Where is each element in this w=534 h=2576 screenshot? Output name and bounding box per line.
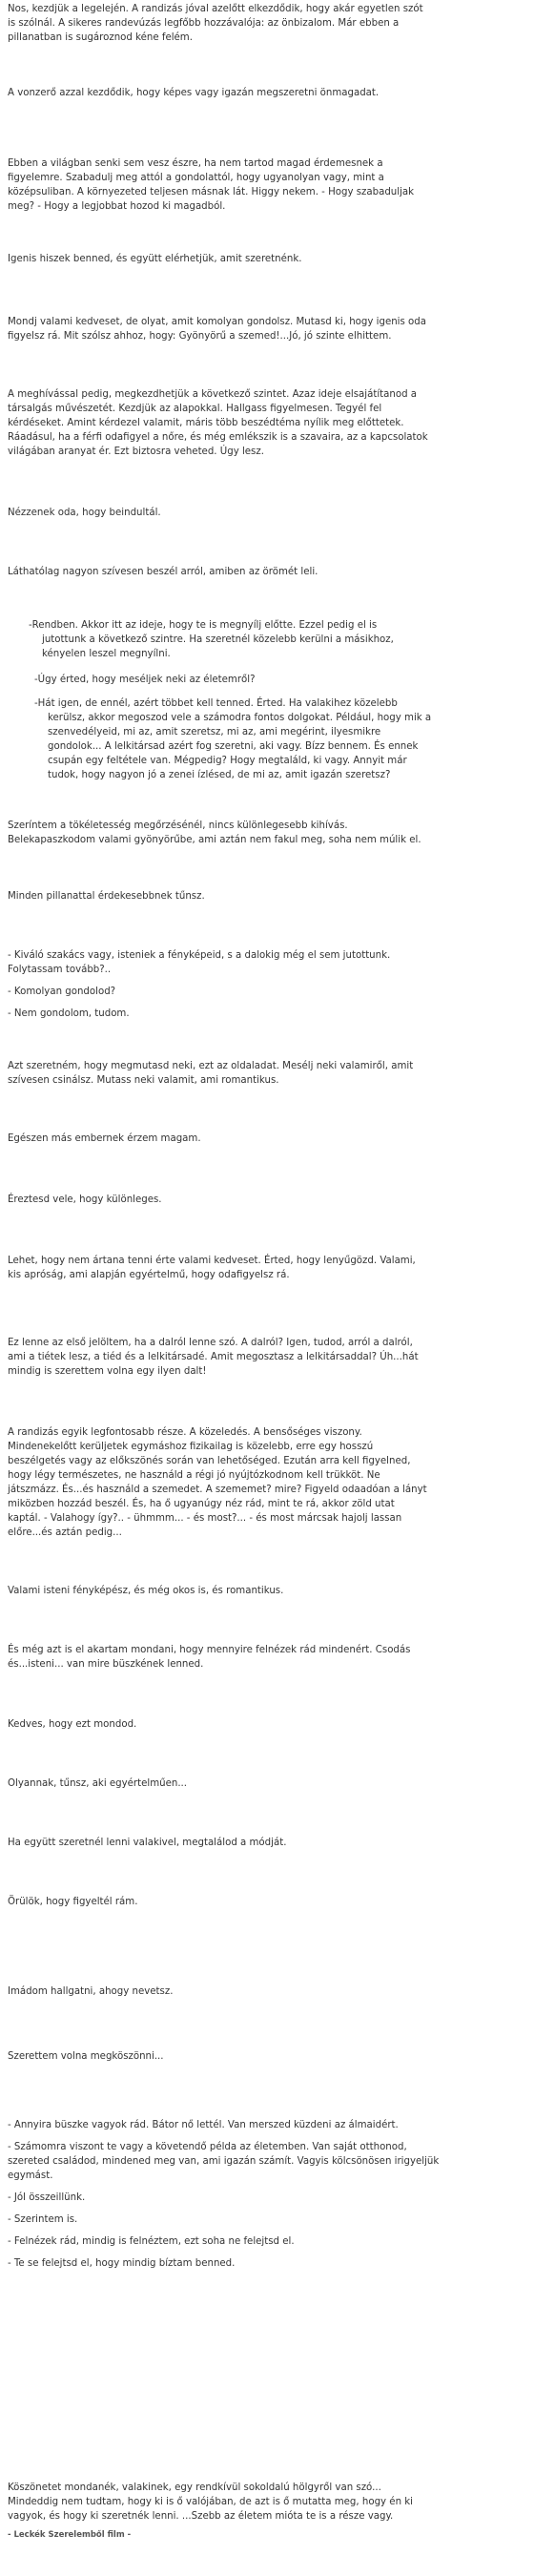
text-line: gondolok... A lelkitársad azért fog szeretni, aki vagy. Bízz bennem. És ennek: [48, 741, 419, 752]
text-line: beszélgetés vagy az előkszönés során van lehetőséged. Ezután arra kell figyelned,: [8, 1456, 411, 1466]
text-line: Köszönetet mondanék, valakinek, egy rendkívül sokoldalú hölgyről van szó...: [8, 2483, 381, 2493]
paragraph: [8, 1717, 523, 1732]
text-line: -Úgy érted, hogy meséljek neki az életemről?: [34, 675, 256, 685]
text-line: Nézzenek oda, hogy beindultál.: [8, 508, 161, 518]
paragraph: [8, 819, 523, 847]
paragraph: [8, 2, 523, 45]
text-line: társalgás művészetét. Kezdjük az alapokkal. Hallgass figyelmesen. Tegyél fel: [8, 404, 382, 414]
paragraph: [8, 948, 523, 1021]
text-line: Éreztesd vele, hogy különleges.: [8, 1195, 162, 1205]
text-line: ami a tiétek lesz, a tiéd és a lelkitársadé. Amit megosztasz a lelkitársaddal? Úh...hát: [8, 1352, 419, 1362]
text-line: Ez lenne az első jelöltem, ha a dalról lenne szó. A dalról? Igen, tudod, arról a dalról,: [8, 1338, 413, 1348]
text-line: egymást.: [8, 2171, 53, 2181]
text-line: Lehet, hogy nem ártana tenni érte valami kedveset. Érted, hogy lenyűgözd. Valami,: [8, 1256, 416, 1266]
text-line: A randizás egyik legfontosabb része. A közeledés. A bensőséges viszony.: [8, 1427, 362, 1438]
paragraph: [8, 1776, 523, 1791]
dialogue-quote: [34, 696, 492, 782]
text-line: Azt szeretném, hogy megmutasd neki, ezt az oldaladat. Mesélj neki valamiről, amit: [8, 1061, 414, 1071]
text-line: szívesen csinálsz. Mutass neki valamit, ami romantikus.: [8, 1075, 279, 1086]
paragraph: [8, 252, 523, 266]
text-line: - Nem gondolom, tudom.: [8, 1008, 130, 1019]
text-line: A meghívással pedig, megkezdhetjük a következő szintet. Azaz ideje elsajátítanod a: [8, 389, 418, 400]
text-line: - Jól összeillünk.: [8, 2192, 86, 2203]
text-line: világában aranyat ér. Ezt biztosra veheted. Úgy lesz.: [8, 447, 264, 457]
text-line: - Komolyan gondolod?: [8, 987, 116, 997]
paragraph: [8, 506, 523, 520]
text-line: játszmázz. És...és használd a szemedet. A szememet? mire? Figyeld odaadóan a lányt: [8, 1485, 427, 1495]
text-line: Igenis hiszek benned, és együtt elérhetjük, amit szeretnénk.: [8, 254, 302, 264]
text-line: előre...és aztán pedig...: [8, 1527, 122, 1538]
dialogue-quote: [34, 673, 492, 687]
text-line: pillanatban is sugároznod kéne felém.: [8, 32, 193, 43]
text-line: Valami isteni fényképész, és még okos is, és romantikus.: [8, 1586, 284, 1596]
paragraph: [8, 86, 523, 100]
paragraph: [8, 1836, 523, 1850]
paragraph: [8, 565, 523, 579]
paragraph: [8, 2481, 523, 2524]
text-line: Mindeddig nem tudtam, hogy ki is ő valójában, de azt is ő mutatta meg, hogy én ki: [8, 2497, 413, 2507]
text-line: Szerettem volna megköszönni...: [8, 2051, 164, 2062]
text-line: csupán egy feltétele van. Mégpedig? Hogy megtaláld, ki vagy. Annyit már: [48, 756, 407, 766]
text-line: vagyok, és hogy ki szeretnék lenni. ...Szebb az életem mióta te is a része vagy.: [8, 2511, 394, 2522]
text-line: szenvedélyeid, mi az, amit szeretsz, mi az, ami megérint, ilyesmikre: [48, 727, 381, 737]
text-line: és...isteni... van mire büszkének lenned.: [8, 1659, 204, 1670]
text-line: kérdéseket. Amint kérdezel valamit, máris több beszédtéma nyílik meg előttetek.: [8, 418, 404, 428]
text-line: Egészen más embernek érzem magam.: [8, 1133, 201, 1144]
text-line: jutottunk a következő szintre. Ha szeretnél közelebb kerülni a másikhoz,: [42, 634, 394, 645]
text-line: Ebben a világban senki sem vesz észre, ha nem tartod magad érdemesnek a: [8, 158, 383, 169]
text-line: Mondj valami kedveset, de olyat, amit komolyan gondolsz. Mutasd ki, hogy igenis oda: [8, 317, 426, 327]
paragraph: [8, 1984, 523, 1999]
text-line: kényelen leszel megnyílni.: [42, 649, 171, 659]
text-line: Ráadásul, ha a férfi odafigyel a nőre, és még emlékszik is a szavaira, az a kapcsolatok: [8, 432, 428, 443]
text-line: figyelsz rá. Mit szólsz ahhoz, hogy: Gyönyörű a szemed!...Jó, jó szinte elhittem.: [8, 331, 392, 342]
paragraph: [8, 156, 523, 214]
paragraph: [8, 1895, 523, 1909]
text-line: szereted családod, mindened meg van, ami igazán számít. Vagyis kölcsönösen irigyeljük: [8, 2156, 440, 2167]
dialogue-quote: [29, 618, 486, 661]
text-line: kerülsz, akkor megoszod vele a számodra fontos dolgokat. Például, hogy mik a: [48, 713, 432, 723]
paragraph: [8, 889, 523, 904]
source-credit-text: - Leckék Szerelemből film -: [8, 2530, 132, 2540]
paragraph: [8, 1584, 523, 1598]
text-line: - Számomra viszont te vagy a követendő példa az életemben. Van saját otthonod,: [8, 2142, 407, 2152]
paragraph: [8, 1193, 523, 1207]
paragraph: [8, 1059, 523, 1088]
text-line: Belekapaszkodom valami gyönyörűbe, ami aztán nem fakul meg, soha nem múlik el.: [8, 835, 421, 845]
text-line: - Szerintem is.: [8, 2214, 78, 2225]
text-line: miközben hozzád beszél. És, ha ő ugyanúgy néz rád, mint te rá, akkor zöld utat: [8, 1499, 395, 1509]
text-line: Imádom hallgatni, ahogy nevetsz.: [8, 1986, 174, 1997]
text-line: És még azt is el akartam mondani, hogy mennyire felnézek rád mindenért. Csodás: [8, 1645, 411, 1655]
text-line: középsuliban. A környezeted teljesen másnak lát. Higgy nekem. - Hogy szabaduljak: [8, 187, 415, 197]
text-line: Ha együtt szeretnél lenni valakivel, megtalálod a módját.: [8, 1838, 287, 1848]
text-line: - Annyira büszke vagyok rád. Bátor nő lettél. Van merszed küzdeni az álmaidért.: [8, 2120, 399, 2130]
text-line: - Te se felejtsd el, hogy mindig bíztam benned.: [8, 2258, 236, 2269]
text-line: Szeríntem a tökéletesség megőrzésénél, nincs különlegesebb kihívás.: [8, 821, 348, 831]
paragraph: [8, 1643, 523, 1672]
text-line: mindig is szerettem volna egy ilyen dalt!: [8, 1366, 207, 1377]
text-line: figyelemre. Szabadulj meg attól a gondolattól, hogy ugyanolyan vagy, mint a: [8, 173, 384, 183]
paragraph: [8, 2049, 523, 2064]
text-line: Láthatólag nagyon szívesen beszél arról, amiben az örömét leli.: [8, 567, 318, 577]
text-line: A vonzerő azzal kezdődik, hogy képes vagy igazán megszeretni önmagadat.: [8, 88, 380, 98]
text-line: kaptál. - Valahogy így?.. - ühmmm... - és most?... - és most márcsak hajolj lassan: [8, 1513, 402, 1524]
text-line: - Kiváló szakács vagy, isteniek a fényképeid, s a dalokig még el sem jutottunk.: [8, 950, 391, 961]
text-line: hogy légy természetes, ne használd a régi jó nyújtózkodnom kell trükköt. Ne: [8, 1470, 380, 1481]
paragraph: [8, 1254, 523, 1282]
text-line: -Rendben. Akkor itt az ideje, hogy te is megnyílj előtte. Ezzel pedig el is: [29, 620, 378, 631]
text-line: Minden pillanattal érdekesebbnek tűnsz.: [8, 891, 205, 902]
paragraph: [8, 387, 523, 459]
text-line: Olyannak, tűnsz, aki egyértelműen...: [8, 1778, 188, 1789]
text-line: -Hát igen, de ennél, azért többet kell tenned. Érted. Ha valakihez közelebb: [34, 698, 398, 709]
text-line: kis apróság, ami alapján egyértelmű, hogy odafigyelsz rá.: [8, 1270, 290, 1280]
paragraph: [8, 1336, 523, 1379]
text-line: Mindenekelőtt kerüljetek egymáshoz fizikailag is közelebb, erre egy hosszú: [8, 1442, 374, 1452]
text-line: Nos, kezdjük a legelején. A randizás jóval azelőtt elkezdődik, hogy akár egyetlen szót: [8, 4, 423, 14]
paragraph: [8, 2118, 523, 2271]
text-line: tudok, hogy nagyon jó a zenei ízlésed, de mi az, amit igazán szeretsz?: [48, 770, 391, 780]
text-line: Folytassam tovább?..: [8, 965, 112, 975]
text-line: Örülök, hogy figyeltél rám.: [8, 1897, 138, 1907]
text-line: is szólnál. A sikeres randevúzás legfőbb hozzávalója: az önbizalom. Már ebben a: [8, 18, 400, 29]
paragraph: [8, 1132, 523, 1146]
text-line: Kedves, hogy ezt mondod.: [8, 1719, 137, 1730]
text-line: - Felnézek rád, mindig is felnéztem, ezt soha ne felejtsd el.: [8, 2236, 295, 2247]
source-credit: [8, 2528, 523, 2543]
text-line: meg? - Hogy a legjobbat hozod ki magadból.: [8, 201, 226, 212]
paragraph: [8, 1425, 523, 1540]
paragraph: [8, 315, 523, 343]
